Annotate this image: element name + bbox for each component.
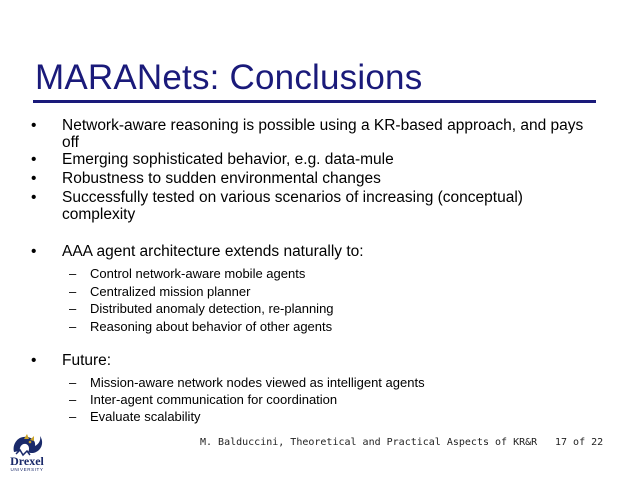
sub-bullet-text: Inter-agent communication for coordination [90, 392, 338, 407]
sub-bullet-marker: – [69, 392, 77, 407]
bullet-marker: • [31, 243, 37, 260]
title-underline [33, 100, 596, 103]
bullet-marker: • [31, 117, 37, 134]
sub-bullet-text: Control network-aware mobile agents [90, 266, 306, 281]
bullet-marker: • [31, 352, 37, 369]
page-number: 17 of 22 [555, 437, 604, 448]
bullet-text: Robustness to sudden environmental changes [62, 170, 381, 187]
sub-bullet-text: Reasoning about behavior of other agents [90, 319, 333, 334]
bullet-marker: • [31, 189, 37, 206]
sub-bullet-text: Centralized mission planner [90, 284, 251, 299]
logo-wordmark: Drexel [10, 454, 44, 468]
sub-bullet-marker: – [69, 319, 77, 334]
sub-bullet-text: Evaluate scalability [90, 409, 201, 424]
bullet-text: Successfully tested on various scenarios of increasing (conceptual) complexity [62, 189, 523, 223]
footer-citation: M. Balduccini, Theoretical and Practical Aspects of KR&R [200, 437, 538, 448]
sub-bullet-text: Distributed anomaly detection, re-planning [90, 301, 334, 316]
bullet-marker: • [31, 170, 37, 187]
bullet-text: AAA agent architecture extends naturally to: [62, 243, 364, 260]
sub-bullet-marker: – [69, 375, 77, 390]
logo-subtitle: UNIVERSITY [10, 467, 44, 472]
bullet-text: Future: [62, 352, 112, 369]
bullet-text: Emerging sophisticated behavior, e.g. data-mule [62, 151, 394, 168]
sub-bullet-text: Mission-aware network nodes viewed as intelligent agents [90, 375, 425, 390]
sub-bullet-marker: – [69, 284, 77, 299]
sub-bullet-marker: – [69, 409, 77, 424]
sub-bullet-marker: – [69, 266, 77, 281]
bullet-marker: • [31, 151, 37, 168]
bullet-text: Network-aware reasoning is possible using a KR-based approach, and pays off [62, 117, 584, 151]
sub-bullet-marker: – [69, 301, 77, 316]
slide-title: MARANets: Conclusions [35, 58, 423, 97]
